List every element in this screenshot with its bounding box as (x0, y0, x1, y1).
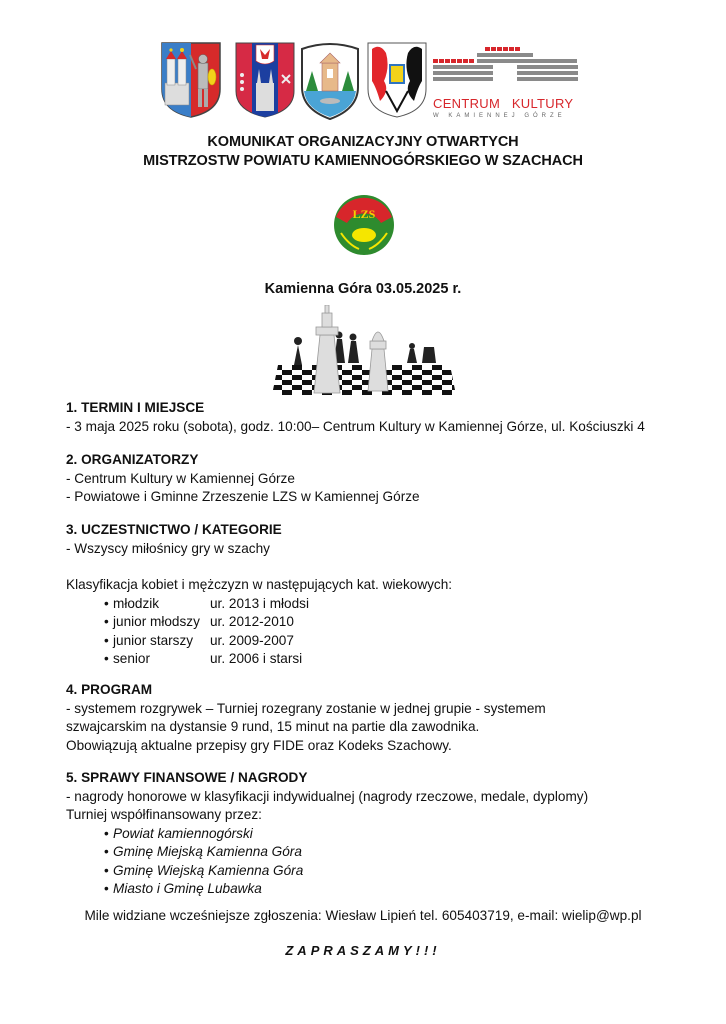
sponsor-name: Gminę Wiejską Kamienna Góra (113, 862, 304, 878)
section-2-heading: 2. ORGANIZATORZY (66, 452, 199, 467)
sponsor-item (66, 825, 666, 844)
sponsor-item (66, 843, 666, 862)
section-3-intro: Klasyfikacja kobiet i mężczyzn w następujących kat. wiekowych: (66, 577, 453, 592)
bullet-icon: • (104, 614, 109, 629)
bullet-icon: • (104, 651, 109, 666)
category-name: junior starszy (113, 632, 194, 648)
category-years: ur. 2012-2010 (210, 614, 294, 629)
section-4-line-1: - systemem rozgrywek – Turniej rozegrany zostanie w jednej grupie - systemem (66, 700, 546, 716)
category-item (66, 595, 666, 614)
centrum-kultury-logo (433, 45, 578, 119)
section-1-heading: 1. TERMIN I MIEJSCE (66, 400, 205, 415)
section-3-heading: 3. UCZESTNICTWO / KATEGORIE (66, 522, 282, 537)
event-date: Kamienna Góra 03.05.2025 r. (264, 281, 462, 297)
coat-of-arms-lubawka-icon (366, 41, 428, 119)
centrum-kultury-name: CENTRUM KULTURY (433, 96, 574, 111)
centrum-kultury-subtitle: W KAMIENNEJ GÓRZE (433, 113, 566, 119)
category-item (66, 632, 666, 651)
coat-of-arms-gmina-icon (298, 41, 362, 121)
section-5-line-2: Turniej współfinansowany przez: (66, 807, 262, 822)
title-line-2: MISTRZOSTW POWIATU KAMIENNOGÓRSKIEGO W SZACHACH (143, 153, 583, 169)
category-name: junior młodszy (113, 614, 200, 629)
category-name: senior (113, 651, 151, 666)
centrum-kultury-blocks-icon (433, 45, 578, 93)
bullet-icon: • (104, 825, 109, 841)
section-finanse (66, 769, 666, 899)
section-5-heading: 5. SPRAWY FINANSOWE / NAGRODY (66, 770, 308, 785)
section-5-line-1: - nagrody honorowe w klasyfikacji indywidualnej (nagrody rzeczowe, medale, dyplomy) (66, 788, 589, 804)
header-logos (160, 41, 580, 119)
lzs-logo-text: LZS (352, 207, 376, 221)
category-years: ur. 2009-2007 (210, 632, 294, 648)
lzs-logo-icon (329, 193, 399, 257)
page-title (0, 133, 726, 171)
category-years: ur. 2006 i starsi (210, 651, 303, 666)
section-4-heading: 4. PROGRAM (66, 682, 153, 697)
bullet-icon: • (104, 862, 109, 878)
section-organizatorzy (66, 451, 666, 507)
section-termin (66, 399, 666, 436)
section-2-line-1: - Centrum Kultury w Kamiennej Górze (66, 470, 295, 486)
category-name: młodzik (113, 595, 160, 611)
category-item (66, 650, 666, 669)
sponsor-name: Powiat kamiennogórski (113, 825, 253, 841)
sponsor-name: Gminę Miejską Kamienna Góra (113, 844, 302, 859)
category-item (66, 613, 666, 632)
coat-of-arms-kamienna-gora-icon (160, 41, 222, 119)
invitation-text: ZAPRASZAMY!!! (285, 943, 441, 958)
section-4-line-3: Obowiązują aktualne przepisy gry FIDE oraz Kodeks Szachowy. (66, 737, 452, 753)
section-2-line-2: - Powiatowe i Gminne Zrzeszenie LZS w Kamiennej Górze (66, 489, 420, 504)
section-4-line-2: szwajcarskim na dystansie 9 rund, 15 minut na partie dla zawodnika. (66, 719, 480, 734)
section-3-line-1: - Wszyscy miłośnicy gry w szachy (66, 540, 270, 556)
title-line-1: KOMUNIKAT ORGANIZACYJNY OTWARTYCH (207, 134, 519, 150)
section-uczestnictwo (66, 521, 666, 669)
sponsor-name: Miasto i Gminę Lubawka (113, 881, 262, 896)
section-1-line-1: - 3 maja 2025 roku (sobota), godz. 10:00– Centrum Kultury w Kamiennej Górze, ul. Kościuszki 4 (66, 418, 645, 434)
bullet-icon: • (104, 595, 109, 611)
category-years: ur. 2013 i młodsi (210, 595, 309, 611)
sponsor-item (66, 880, 666, 899)
section-program (66, 681, 666, 755)
coat-of-arms-powiat-icon (234, 41, 296, 119)
category-list (66, 595, 666, 669)
chess-pieces-image-icon (272, 305, 456, 395)
sponsor-list (66, 825, 666, 899)
sponsor-item (66, 862, 666, 881)
contact-info: Mile widziane wcześniejsze zgłoszenia: Wiesław Lipień tel. 605403719, e-mail: wielip@wp.pl (84, 908, 642, 923)
bullet-icon: • (104, 632, 109, 648)
bullet-icon: • (104, 881, 109, 896)
bullet-icon: • (104, 844, 109, 859)
